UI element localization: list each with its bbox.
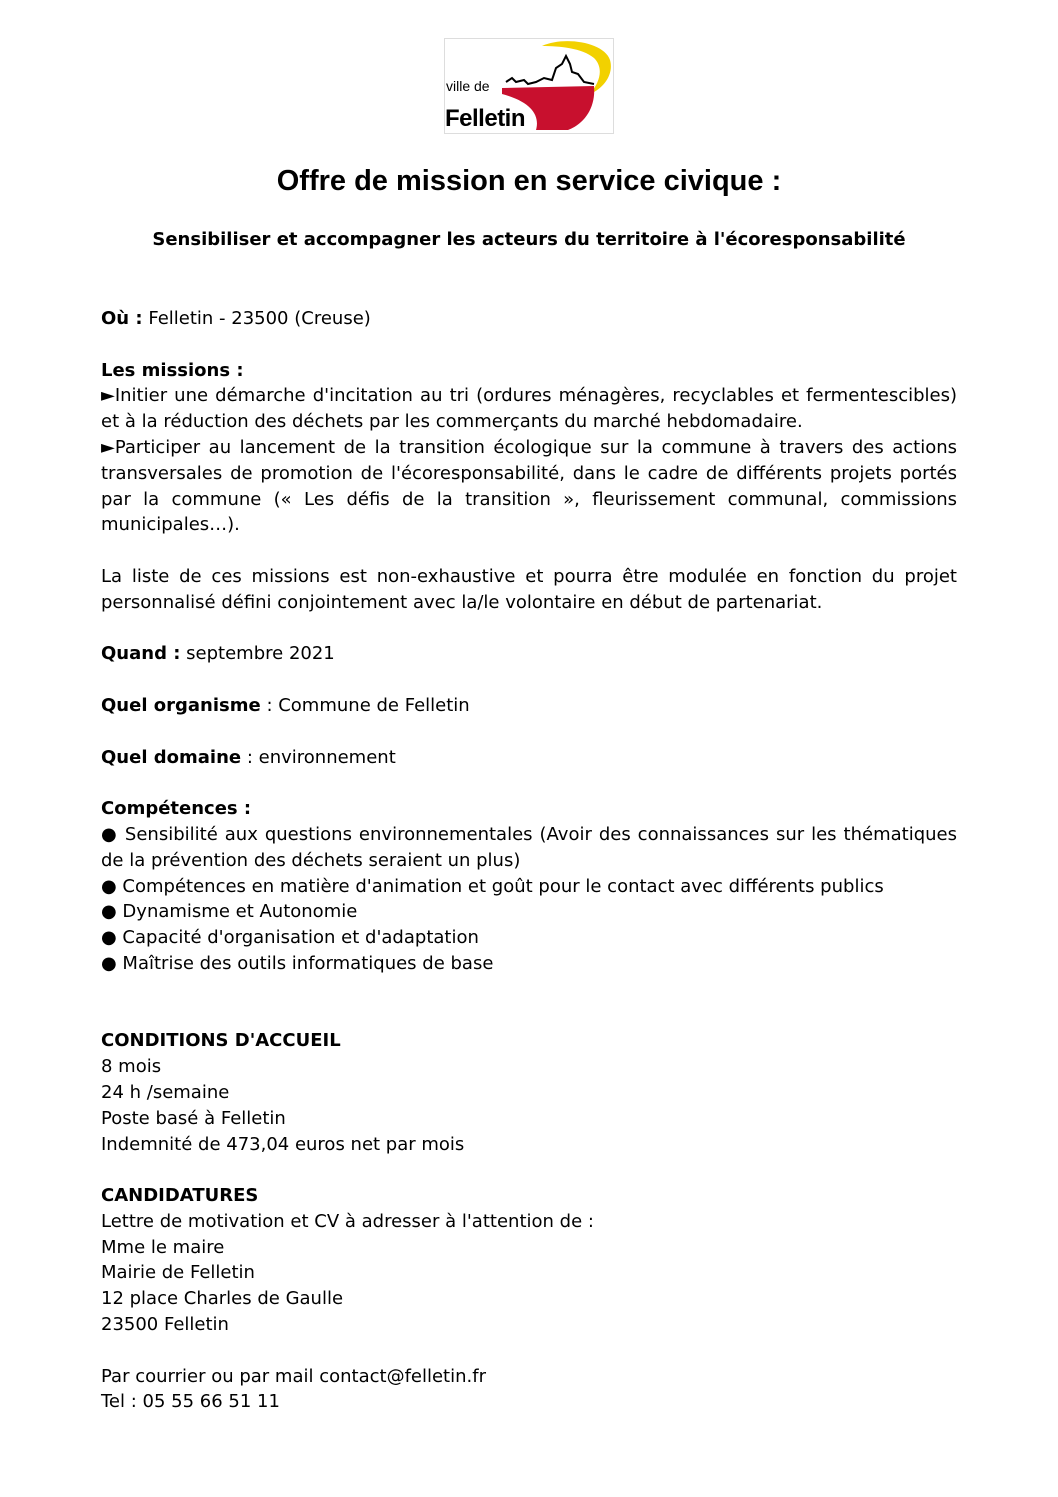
mission-item: ►Initier une démarche d'incitation au tri (ordures ménagères, recyclables et fermentescibles) et à la réduction des déchets par les commerçants du marché hebdomadaire. (101, 385, 957, 433)
offer-body (101, 306, 957, 1415)
mission-item: ►Participer au lancement de la transition écologique sur la commune à travers des actions transversales de promotion de l'écoresponsabilité, dans le cadre de différents projets portés par la commune (« Les défis de la transition », fleurissement communal, commissions municipales…). (101, 436, 957, 536)
condition-line: 8 mois (101, 1056, 162, 1078)
skill-item: ● Capacité d'organisation et d'adaptation (101, 927, 479, 949)
skill-item: ● Maîtrise des outils informatiques de base (101, 952, 494, 974)
missions-heading: Les missions : (101, 359, 244, 381)
date-label: Quand : (101, 643, 181, 665)
location-line (101, 306, 957, 332)
contact-line: Par courrier ou par mail contact@felletin.fr (101, 1365, 486, 1387)
application-line: 23500 Felletin (101, 1314, 229, 1336)
page-title: Offre de mission en service civique : (276, 165, 782, 197)
organisation-line (101, 693, 957, 719)
location-value: Felletin - 23500 (Creuse) (148, 308, 371, 329)
condition-line: Indemnité de 473,04 euros net par mois (101, 1133, 465, 1155)
logo-small-text: ville de (446, 78, 490, 94)
page-subtitle: Sensibiliser et accompagner les acteurs du territoire à l'écoresponsabilité (152, 229, 906, 250)
organisation-label: Quel organisme (101, 694, 261, 716)
application-line: Lettre de motivation et CV à adresser à l'attention de : (101, 1210, 594, 1232)
domain-label: Quel domaine (101, 746, 242, 768)
domain-line (101, 745, 957, 771)
skill-item: ● Dynamisme et Autonomie (101, 901, 358, 923)
contact-line: Tel : 05 55 66 51 11 (101, 1391, 280, 1413)
organisation-value: : Commune de Felletin (266, 694, 470, 716)
application-line: Mairie de Felletin (101, 1262, 255, 1284)
felletin-logo (444, 38, 614, 134)
application-line: Mme le maire (101, 1236, 225, 1258)
applications-heading: CANDIDATURES (101, 1185, 259, 1207)
date-line (101, 641, 957, 667)
date-value: septembre 2021 (186, 643, 335, 665)
condition-line: Poste basé à Felletin (101, 1107, 286, 1129)
missions-note: La liste de ces missions est non-exhaustive et pourra être modulée en fonction du projet personnalisé défini conjointement avec la/le volontaire en début de partenariat. (101, 565, 957, 613)
domain-value: : environnement (246, 746, 396, 768)
skills-heading: Compétences : (101, 798, 252, 820)
skill-item: ● Sensibilité aux questions environnementales (Avoir des connaissances sur les thématiques de la prévention des déchets seraient un plus) (101, 823, 957, 871)
application-line: 12 place Charles de Gaulle (101, 1288, 344, 1310)
conditions-heading: CONDITIONS D'ACCUEIL (101, 1030, 341, 1052)
skill-item: ● Compétences en matière d'animation et goût pour le contact avec différents publics (101, 875, 884, 897)
logo-town-text: Felletin (445, 105, 526, 132)
condition-line: 24 h /semaine (101, 1081, 230, 1103)
location-label: Où : (101, 308, 143, 329)
